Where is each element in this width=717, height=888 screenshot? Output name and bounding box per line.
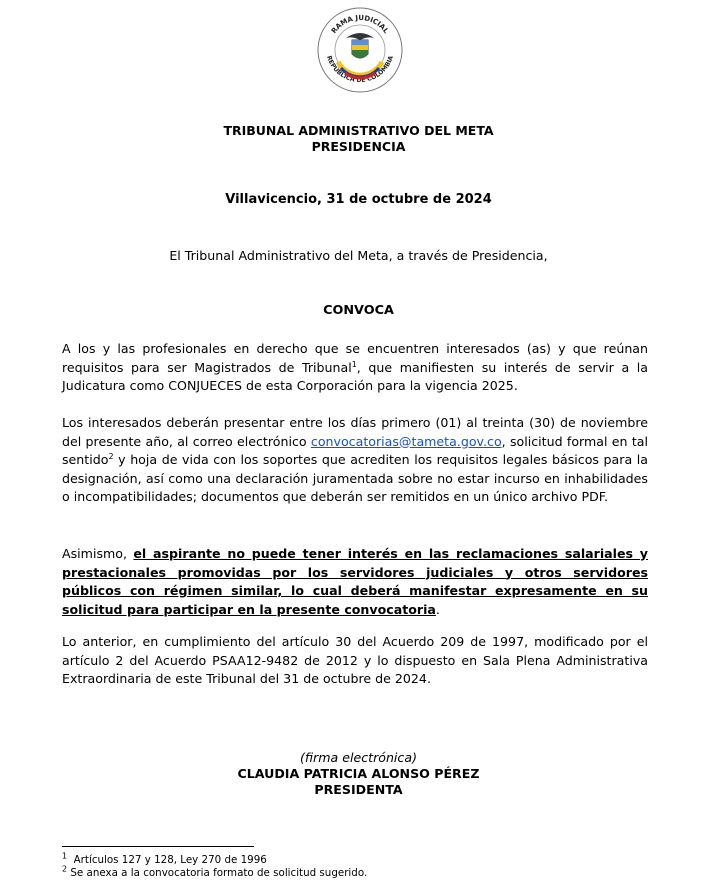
p2-text-c: y hoja de vida con los soportes que acrediten los requisitos legales básicos para la designación, así como una declaración juramentada sobre no estar incurso en inhabilidades o incompatibilidades; documentos que deberán ser remitidos en un único archivo PDF. xyxy=(62,452,648,504)
footnote-divider xyxy=(62,846,254,847)
seal-top-text: RAMA JUDICIAL xyxy=(329,13,391,35)
p3-emphasis: el aspirante no puede tener interés en las reclamaciones salariales y prestacionales promovidas por los servidores judiciales y otros servidores públicos con régimen similar, lo cual deberá manifestar expresamente en su solicitud para participar en la presente convocatoria xyxy=(62,546,649,617)
signature-note: (firma electrónica) xyxy=(300,750,417,765)
footnote-1 xyxy=(62,851,267,867)
signatory-role: PRESIDENTA xyxy=(314,782,403,797)
email-link[interactable]: convocatorias@tameta.gov.co xyxy=(310,433,502,449)
footnote-2 xyxy=(62,864,368,880)
footnote-2-number: 2 xyxy=(62,864,68,874)
footnote-ref-2: 2 xyxy=(108,451,114,461)
p2-text-a: Los interesados deberán presentar entre los días primero (01) al treinta (30) de noviembre del presente año, al correo electrónico xyxy=(62,415,648,449)
p1-text-a: A los y las profesionales en derecho que se encuentren interesados (as) y que reúnan requisitos para ser Magistrados de Tribunal xyxy=(62,341,648,375)
footnote-1-number: 1 xyxy=(62,851,68,861)
court-office: PRESIDENCIA xyxy=(311,139,406,154)
intro-line: El Tribunal Administrativo del Meta, a través de Presidencia, xyxy=(169,248,548,263)
p2-text-b: , solicitud formal en tal sentido xyxy=(62,433,648,467)
p3-text-b: . xyxy=(435,601,440,617)
signatory-name: CLAUDIA PATRICIA ALONSO PÉREZ xyxy=(237,766,480,781)
court-name: TRIBUNAL ADMINISTRATIVO DEL META xyxy=(223,123,494,138)
footnote-2-text: Se anexa a la convocatoria formato de solicitud sugerido. xyxy=(70,867,368,879)
paragraph-condition xyxy=(62,545,648,619)
paragraph-requirements xyxy=(62,340,648,396)
rama-judicial-seal xyxy=(316,4,404,96)
paragraph-legal-basis: Lo anterior, en cumplimiento del artículo 30 del Acuerdo 209 de 1997, modificado por el artículo 2 del Acuerdo PSAA12-9482 de 2012 y lo dispuesto en Sala Plena Administrativa Extraordinaria de este Tribunal del 31 de octubre de 2024. xyxy=(62,634,648,686)
footnote-1-text: Artículos 127 y 128, Ley 270 de 1996 xyxy=(73,854,267,866)
footnote-ref-1: 1 xyxy=(351,359,357,369)
document-date: Villavicencio, 31 de octubre de 2024 xyxy=(225,192,492,207)
p3-text-a: Asimismo, xyxy=(62,546,134,561)
paragraph-submission xyxy=(62,414,648,507)
convoca-heading: CONVOCA xyxy=(323,303,394,318)
seal-bottom-text: REPÚBLICA DE COLOMBIA xyxy=(325,54,395,85)
p1-text-b: , que manifiesten su interés de servir a la Judicatura como CONJUECES de esta Corporación para la vigencia 2025. xyxy=(62,359,648,393)
